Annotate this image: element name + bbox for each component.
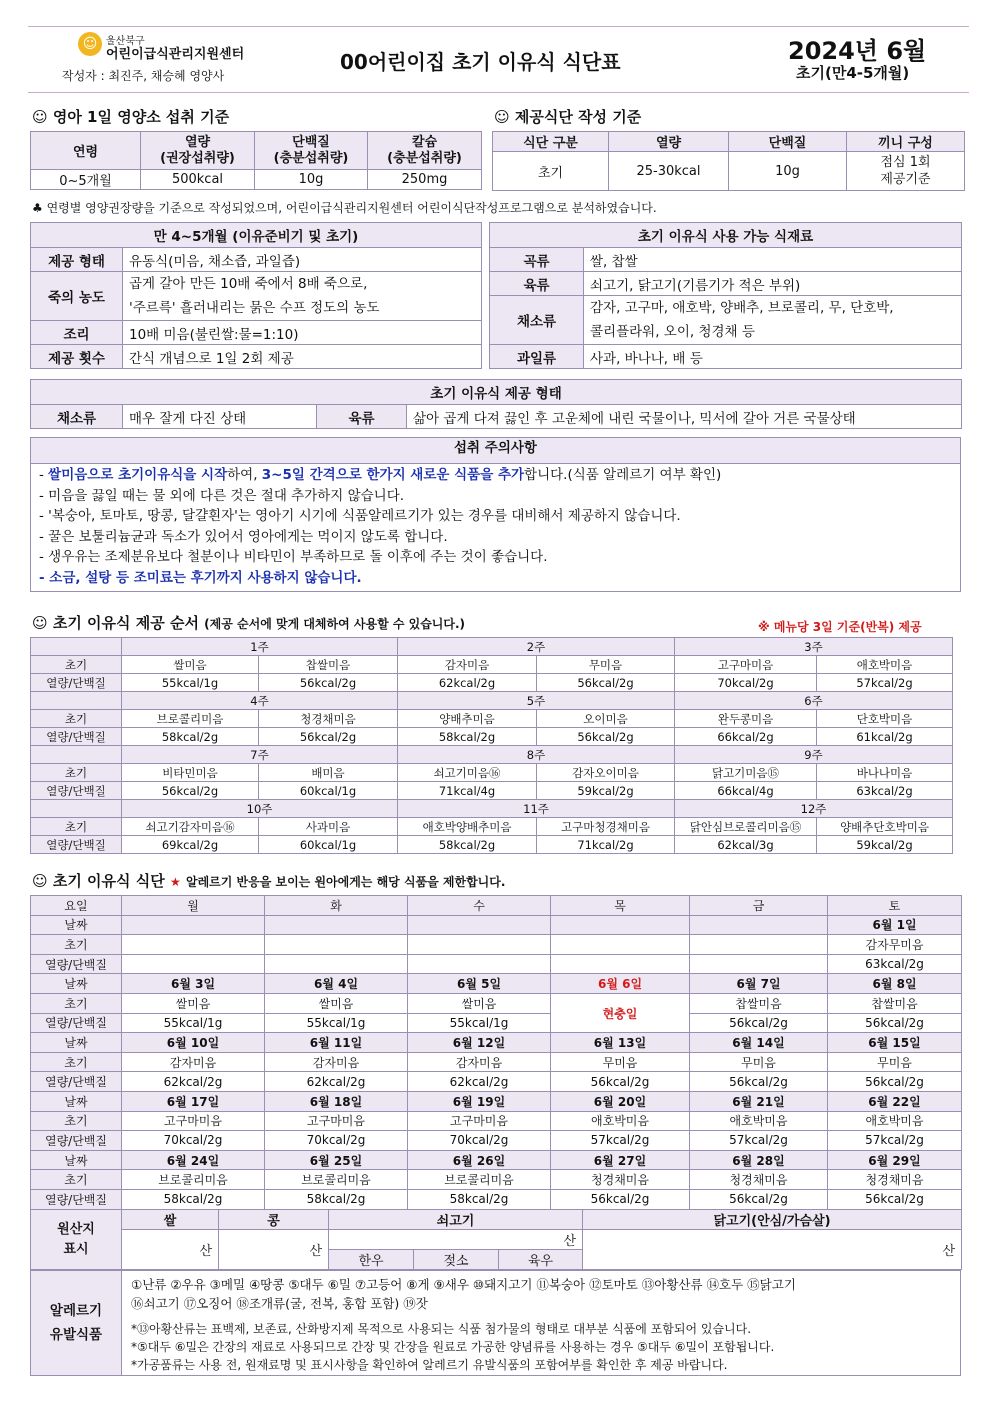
order-week: 3주 [675, 638, 953, 656]
menu-item: 애호박미음 [828, 1111, 962, 1131]
center-logo-icon: ☺ [78, 32, 102, 56]
order-week: 2주 [398, 638, 675, 656]
menu-date-label: 날짜 [31, 1033, 122, 1053]
order-week: 10주 [122, 800, 398, 818]
allergy-note-3: *가공품류는 사용 전, 원재료명 및 표시사항을 확인하여 알레르기 유발식품의 포함여부를 확인한 후 제공 바랍니다. [131, 1358, 728, 1372]
cautions-box [30, 437, 961, 592]
cautions-title: 섭취 주의사항 [31, 438, 960, 464]
menu-kcal [122, 954, 265, 974]
menu-kcal: 56kcal/2g [690, 1072, 828, 1092]
origin-label-2: 표시 [63, 1241, 89, 1257]
order-label-kcal: 열량/단백질 [31, 836, 122, 854]
order-label-menu: 초기 [31, 764, 122, 782]
c1d: 3~5일 간격으로 한가지 새로운 식품을 추가 [261, 467, 525, 483]
form-table [30, 379, 962, 429]
h-div: 식단 구분 [493, 132, 609, 152]
header-top-rule [28, 26, 969, 27]
menu-item: 감자미음 [408, 1052, 551, 1072]
header-bottom-rule [28, 92, 969, 93]
menu-label: 초기 [31, 993, 122, 1013]
caution-2: - 미음을 끓일 때는 물 외에 다른 것은 절대 추가하지 않습니다. [39, 487, 405, 504]
h-prot-2: (충분섭취량) [273, 150, 349, 166]
caution-4: - 꿀은 보툴리늄균과 독소가 있어서 영아에게는 먹이지 않도록 합니다. [39, 528, 448, 545]
order-kcal: 60kcal/1g [259, 782, 398, 800]
star-icon: ★ [169, 875, 181, 889]
si-v1 [123, 272, 482, 321]
holiday: 현충일 [551, 993, 690, 1032]
standard-title: ☺ 제공식단 작성 기준 [494, 108, 642, 126]
order-week: 11주 [398, 800, 675, 818]
order-kcal: 58kcal/2g [122, 728, 259, 746]
menu-kcal: 57kcal/2g [690, 1131, 828, 1151]
h-prot-1: 단백질 [292, 134, 330, 150]
order-menu: 청경채미음 [259, 710, 398, 728]
menu-kcal: 56kcal/2g [828, 1189, 962, 1209]
allergy-note-2: *⑤대두 ⑥밀은 간장의 재료로 사용되므로 간장 및 간장을 원료로 가공한 양념류를 사용하는 경우 ⑤대두 ⑥밀이 포함됩니다. [131, 1340, 775, 1354]
c1c: 하여, [227, 467, 262, 483]
order-menu: 애호박미음 [817, 656, 953, 674]
menu-kcal: 62kcal/2g [122, 1072, 265, 1092]
menu-label: 초기 [31, 1170, 122, 1190]
order-menu: 애호박양배추미음 [398, 818, 537, 836]
h-kcal [141, 132, 255, 170]
h-prot [255, 132, 368, 170]
menu-item: 브로콜리미음 [408, 1170, 551, 1190]
menu-kcal: 70kcal/2g [122, 1131, 265, 1151]
caution-1 [31, 464, 960, 486]
menu-day: 금 [690, 896, 828, 916]
ig-k0: 곡류 [490, 248, 584, 272]
div: 초기 [493, 152, 609, 191]
origin-chicken-val: 산 [583, 1230, 962, 1270]
form-k1: 채소류 [31, 405, 123, 429]
origin-label-1: 원산지 [57, 1221, 95, 1237]
allergy-box [30, 1270, 961, 1376]
menu-label: 초기 [31, 1111, 122, 1131]
allergy-note-1: *⑬아황산류는 표백제, 보존료, 산화방지제 목적으로 사용되는 식품 첨가물의 형태로 대부분 식품에 포함되어 있습니다. [131, 1322, 752, 1336]
stage-info-title: 만 4~5개월 (이유준비기 및 초기) [31, 223, 482, 248]
order-kcal: 70kcal/2g [675, 674, 817, 692]
menu-date: 6월 20일 [551, 1091, 690, 1111]
order-menu: 쇠고기감자미음⑯ [122, 818, 259, 836]
menu-item: 고구마미음 [122, 1111, 265, 1131]
order-week: 7주 [122, 746, 398, 764]
order-kcal: 61kcal/2g [817, 728, 953, 746]
menu-date: 6월 17일 [122, 1091, 265, 1111]
menu-kcal: 63kcal/2g [828, 954, 962, 974]
order-title-text: ☺ 초기 이유식 제공 순서 [32, 614, 199, 632]
ig-k3: 과일류 [490, 345, 584, 369]
year-month: 2024년 6월 [788, 37, 927, 65]
menu-date: 6월 14일 [690, 1033, 828, 1053]
menu-item: 무미음 [690, 1052, 828, 1072]
ig-v1: 쇠고기, 닭고기(기름기가 적은 부위) [584, 272, 962, 296]
menu-date: 6월 22일 [828, 1091, 962, 1111]
order-week-blank [31, 800, 122, 818]
menu-date: 6월 10일 [122, 1033, 265, 1053]
h-skcal: 열량 [609, 132, 729, 152]
menu-kcal: 56kcal/2g [690, 1189, 828, 1209]
menu-item: 애호박미음 [690, 1111, 828, 1131]
menu-kcal [265, 954, 408, 974]
menu-item: 청경채미음 [551, 1170, 690, 1190]
menu-date [551, 915, 690, 935]
menu-date: 6월 25일 [265, 1150, 408, 1170]
origin-rice: 쌀 [122, 1210, 219, 1230]
nutrition-table [30, 131, 482, 190]
allergy-label-1: 알레르기 [49, 1303, 103, 1319]
menu-date: 6월 19일 [408, 1091, 551, 1111]
org-name: 어린이급식관리지원센터 [106, 47, 245, 62]
menu-kcal: 70kcal/2g [265, 1131, 408, 1151]
meal-2: 제공기준 [880, 172, 931, 187]
menu-kcal: 56kcal/2g [828, 1072, 962, 1092]
ca: 250mg [368, 170, 482, 190]
menu-day: 토 [828, 896, 962, 916]
prot: 10g [255, 170, 368, 190]
origin-chicken: 닭고기(안심/가슴살) [583, 1210, 962, 1230]
ig-v3: 사과, 바나나, 배 등 [584, 345, 962, 369]
author: 작성자 : 최진주, 채승혜 영양사 [62, 69, 225, 83]
order-week: 4주 [122, 692, 398, 710]
menu-item: 브로콜리미음 [265, 1170, 408, 1190]
page-title: 00어린이집 초기 이유식 식단표 [340, 50, 621, 74]
menu-item: 청경채미음 [828, 1170, 962, 1190]
order-kcal: 66kcal/2g [675, 728, 817, 746]
origin-jeotso: 젖소 [414, 1250, 499, 1270]
ig-v2a: 감자, 고구마, 애호박, 양배추, 브로콜리, 무, 단호박, [590, 300, 894, 316]
menu-label: 초기 [31, 1052, 122, 1072]
menu-kcal: 56kcal/2g [551, 1072, 690, 1092]
menu-sub: 알레르기 반응을 보이는 원아에게는 해당 식품을 제한합니다. [185, 875, 506, 889]
origin-label [31, 1210, 122, 1270]
kcal: 500kcal [141, 170, 255, 190]
menu-kcal: 62kcal/2g [265, 1072, 408, 1092]
order-menu: 배미음 [259, 764, 398, 782]
menu-kcal: 62kcal/2g [408, 1072, 551, 1092]
origin-yukwoo: 육우 [499, 1250, 583, 1270]
stage: 초기(만4-5개월) [796, 64, 910, 82]
order-week-blank [31, 692, 122, 710]
meal [847, 152, 965, 191]
allergy-list-2: ⑯쇠고기 ⑰오징어 ⑱조개류(굴, 전복, 홍합 포함) ⑲잣 [131, 1296, 428, 1311]
menu-title [32, 870, 505, 891]
menu-item: 감자미음 [265, 1052, 408, 1072]
order-kcal: 66kcal/4g [675, 782, 817, 800]
order-menu: 양배추미음 [398, 710, 537, 728]
order-menu: 바나나미음 [817, 764, 953, 782]
order-menu: 브로콜리미음 [122, 710, 259, 728]
menu-kcal [690, 954, 828, 974]
menu-date: 6월 26일 [408, 1150, 551, 1170]
menu-kcal: 55kcal/1g [122, 1013, 265, 1033]
si-k2: 조리 [31, 321, 123, 345]
origin-beef: 쇠고기 [329, 1210, 583, 1230]
org-top: 울산북구 [106, 36, 145, 47]
menu-kcal-label: 열량/단백질 [31, 954, 122, 974]
menu-date: 6월 6일 [551, 974, 690, 994]
ig-v2b: 콜리플라워, 오이, 청경채 등 [590, 324, 755, 340]
menu-table [30, 895, 962, 1210]
menu-date: 6월 15일 [828, 1033, 962, 1053]
menu-date [122, 915, 265, 935]
menu-date: 6월 18일 [265, 1091, 408, 1111]
origin-rice-val: 산 [122, 1230, 219, 1270]
order-menu: 감자미음 [398, 656, 537, 674]
form-v2: 삶아 곱게 다져 끓인 후 고운체에 내린 국물이나, 믹서에 갈아 거른 국물상태 [407, 405, 962, 429]
menu-kcal: 56kcal/2g [690, 1013, 828, 1033]
order-label-menu: 초기 [31, 818, 122, 836]
order-kcal: 56kcal/2g [537, 728, 675, 746]
si-v2: 10배 미음(불린쌀:물=1:10) [123, 321, 482, 345]
menu-kcal: 58kcal/2g [408, 1189, 551, 1209]
h-sprot: 단백질 [729, 132, 847, 152]
menu-item: 감자무미음 [828, 935, 962, 955]
order-menu: 찹쌀미음 [259, 656, 398, 674]
allergy-label [31, 1271, 122, 1375]
order-week: 8주 [398, 746, 675, 764]
order-menu: 닭안심브로콜리미음⑮ [675, 818, 817, 836]
si-v1a: 곱게 갈아 만든 10배 죽에서 8배 죽으로, [129, 276, 368, 292]
menu-kcal: 56kcal/2g [551, 1189, 690, 1209]
menu-kcal-label: 열량/단백질 [31, 1013, 122, 1033]
caution-3: - '복숭아, 토마토, 땅콩, 달걀흰자'는 영아기 시기에 식품알레르기가 있는 경우를 대비해서 제공하지 않습니다. [39, 508, 681, 524]
menu-item: 감자미음 [122, 1052, 265, 1072]
ig-v0: 쌀, 찹쌀 [584, 248, 962, 272]
form-v1: 매우 잘게 다진 상태 [123, 405, 317, 429]
si-k1: 죽의 농도 [31, 272, 123, 321]
standard-table [492, 131, 965, 191]
order-week: 1주 [122, 638, 398, 656]
order-kcal: 55kcal/1g [122, 674, 259, 692]
menu-kcal-label: 열량/단백질 [31, 1131, 122, 1151]
menu-kcal: 55kcal/1g [408, 1013, 551, 1033]
menu-kcal: 58kcal/2g [265, 1189, 408, 1209]
si-v1b: '주르륵' 흘러내리는 묽은 수프 정도의 농도 [129, 300, 380, 316]
menu-item: 쌀미음 [265, 993, 408, 1013]
order-menu: 오이미음 [537, 710, 675, 728]
menu-date-label: 날짜 [31, 915, 122, 935]
menu-item [265, 935, 408, 955]
menu-title-text: ☺ 초기 이유식 식단 [32, 872, 165, 890]
order-kcal: 56kcal/2g [259, 674, 398, 692]
sprot: 10g [729, 152, 847, 191]
order-menu: 쌀미음 [122, 656, 259, 674]
order-week: 5주 [398, 692, 675, 710]
menu-kcal-label: 열량/단백질 [31, 1072, 122, 1092]
form-k2: 육류 [317, 405, 407, 429]
menu-kcal: 56kcal/2g [828, 1013, 962, 1033]
order-note: ※ 메뉴당 3일 기준(반복) 제공 [758, 620, 922, 634]
menu-item: 찹쌀미음 [828, 993, 962, 1013]
order-kcal: 58kcal/2g [398, 836, 537, 854]
menu-kcal: 70kcal/2g [408, 1131, 551, 1151]
h-ca-1: 칼슘 [411, 134, 438, 150]
order-week: 6주 [675, 692, 953, 710]
order-kcal: 71kcal/4g [398, 782, 537, 800]
order-week-blank [31, 638, 122, 656]
menu-date-label: 날짜 [31, 1150, 122, 1170]
order-menu: 무미음 [537, 656, 675, 674]
order-label-kcal: 열량/단백질 [31, 674, 122, 692]
meal-1: 점심 1회 [880, 155, 931, 170]
order-sub: (제공 순서에 맞게 대체하여 사용할 수 있습니다.) [204, 617, 466, 631]
order-label-menu: 초기 [31, 656, 122, 674]
menu-item: 무미음 [551, 1052, 690, 1072]
allergy-list-1: ①난류 ②우유 ③메밀 ④땅콩 ⑤대두 ⑥밀 ⑦고등어 ⑧게 ⑨새우 ⑩돼지고기 ⑪복숭아 ⑫토마토 ⑬아황산류 ⑭호두 ⑮닭고기 [131, 1277, 796, 1292]
menu-date: 6월 8일 [828, 974, 962, 994]
order-menu: 쇠고기미음⑯ [398, 764, 537, 782]
order-kcal: 56kcal/2g [122, 782, 259, 800]
menu-kcal: 57kcal/2g [828, 1131, 962, 1151]
menu-item [122, 935, 265, 955]
order-menu: 고구마청경채미음 [537, 818, 675, 836]
order-table [30, 637, 953, 854]
order-kcal: 69kcal/2g [122, 836, 259, 854]
si-k0: 제공 형태 [31, 248, 123, 272]
ingredients-table [489, 222, 962, 369]
origin-beef-val: 산 [329, 1230, 583, 1250]
menu-date: 6월 5일 [408, 974, 551, 994]
order-menu: 비타민미음 [122, 764, 259, 782]
origin-bean-val: 산 [219, 1230, 329, 1270]
menu-item: 청경채미음 [690, 1170, 828, 1190]
order-kcal: 58kcal/2g [398, 728, 537, 746]
order-kcal: 62kcal/2g [398, 674, 537, 692]
order-label-menu: 초기 [31, 710, 122, 728]
origin-hanwoo: 한우 [329, 1250, 414, 1270]
order-kcal: 56kcal/2g [537, 674, 675, 692]
h-ca-2: (충분섭취량) [387, 150, 462, 166]
order-menu: 단호박미음 [817, 710, 953, 728]
ig-v2 [584, 296, 962, 345]
order-menu: 닭고기미음⑮ [675, 764, 817, 782]
order-week-blank [31, 746, 122, 764]
origin-bean: 콩 [219, 1210, 329, 1230]
menu-date: 6월 28일 [690, 1150, 828, 1170]
order-menu: 감자오이미음 [537, 764, 675, 782]
order-kcal: 56kcal/2g [259, 728, 398, 746]
h-kcal-2: (권장섭취량) [160, 150, 235, 166]
stage-info-table [30, 222, 482, 369]
menu-item [551, 935, 690, 955]
caution-6: - 소금, 설탕 등 조미료는 후기까지 사용하지 않습니다. [39, 569, 362, 586]
c1e: 합니다.(식품 알레르기 여부 확인) [524, 467, 722, 483]
si-v3: 간식 개념으로 1일 2회 제공 [123, 345, 482, 369]
menu-day: 수 [408, 896, 551, 916]
menu-date-label: 날짜 [31, 974, 122, 994]
menu-kcal [551, 954, 690, 974]
menu-kcal [408, 954, 551, 974]
order-kcal: 71kcal/2g [537, 836, 675, 854]
allergy-label-2: 유발식품 [49, 1327, 103, 1343]
menu-item: 고구마미음 [265, 1111, 408, 1131]
h-meal: 끼니 구성 [847, 132, 965, 152]
si-v0: 유동식(미음, 채소즙, 과일즙) [123, 248, 482, 272]
menu-date: 6월 27일 [551, 1150, 690, 1170]
ingredients-title: 초기 이유식 사용 가능 식재료 [490, 223, 962, 248]
footnote: ♣ 연령별 영양권장량을 기준으로 작성되었으며, 어린이급식관리지원센터 어린이식단작성프로그램으로 분석하였습니다. [32, 201, 657, 215]
h-kcal-1: 열량 [184, 134, 211, 150]
order-title [32, 612, 465, 633]
menu-day: 목 [551, 896, 690, 916]
menu-date: 6월 13일 [551, 1033, 690, 1053]
menu-date [690, 915, 828, 935]
menu-kcal: 58kcal/2g [122, 1189, 265, 1209]
menu-item: 찹쌀미음 [690, 993, 828, 1013]
menu-date: 6월 24일 [122, 1150, 265, 1170]
ig-k2: 채소류 [490, 296, 584, 345]
menu-item: 쌀미음 [122, 993, 265, 1013]
ig-k1: 육류 [490, 272, 584, 296]
order-kcal: 57kcal/2g [817, 674, 953, 692]
origin-table [30, 1209, 962, 1270]
menu-item: 무미음 [828, 1052, 962, 1072]
order-week: 12주 [675, 800, 953, 818]
order-menu: 고구마미음 [675, 656, 817, 674]
form-title: 초기 이유식 제공 형태 [31, 380, 962, 405]
menu-date: 6월 11일 [265, 1033, 408, 1053]
order-kcal: 59kcal/2g [817, 836, 953, 854]
menu-date [408, 915, 551, 935]
menu-date: 6월 21일 [690, 1091, 828, 1111]
menu-date-label: 날짜 [31, 1091, 122, 1111]
menu-day: 화 [265, 896, 408, 916]
menu-label: 초기 [31, 935, 122, 955]
menu-date: 6월 3일 [122, 974, 265, 994]
si-k3: 제공 횟수 [31, 345, 123, 369]
menu-day-label: 요일 [31, 896, 122, 916]
menu-date [265, 915, 408, 935]
menu-date: 6월 4일 [265, 974, 408, 994]
menu-item [690, 935, 828, 955]
skcal: 25-30kcal [609, 152, 729, 191]
menu-item: 애호박미음 [551, 1111, 690, 1131]
order-menu: 양배추단호박미음 [817, 818, 953, 836]
order-kcal: 62kcal/3g [675, 836, 817, 854]
menu-item: 쌀미음 [408, 993, 551, 1013]
order-menu: 완두콩미음 [675, 710, 817, 728]
menu-item [408, 935, 551, 955]
menu-date: 6월 1일 [828, 915, 962, 935]
order-kcal: 60kcal/1g [259, 836, 398, 854]
menu-kcal: 57kcal/2g [551, 1131, 690, 1151]
menu-item: 고구마미음 [408, 1111, 551, 1131]
menu-kcal-label: 열량/단백질 [31, 1189, 122, 1209]
h-ca [368, 132, 482, 170]
menu-kcal: 55kcal/1g [265, 1013, 408, 1033]
order-label-kcal: 열량/단백질 [31, 728, 122, 746]
order-label-kcal: 열량/단백질 [31, 782, 122, 800]
caution-5: - 생우유는 조제분유보다 철분이나 비타민이 부족하므로 돌 이후에 주는 것이 좋습니다. [39, 549, 548, 565]
order-menu: 사과미음 [259, 818, 398, 836]
h-age: 연령 [31, 132, 141, 170]
order-kcal: 63kcal/2g [817, 782, 953, 800]
menu-day: 월 [122, 896, 265, 916]
menu-date: 6월 7일 [690, 974, 828, 994]
order-week: 9주 [675, 746, 953, 764]
menu-date: 6월 29일 [828, 1150, 962, 1170]
c1b: 쌀미음으로 초기이유식을 시작 [48, 467, 228, 483]
menu-item: 브로콜리미음 [122, 1170, 265, 1190]
order-kcal: 59kcal/2g [537, 782, 675, 800]
menu-date: 6월 12일 [408, 1033, 551, 1053]
nutrition-title: ☺ 영아 1일 영양소 섭취 기준 [32, 108, 230, 126]
c1a: - [39, 467, 49, 483]
age: 0~5개월 [31, 170, 141, 190]
